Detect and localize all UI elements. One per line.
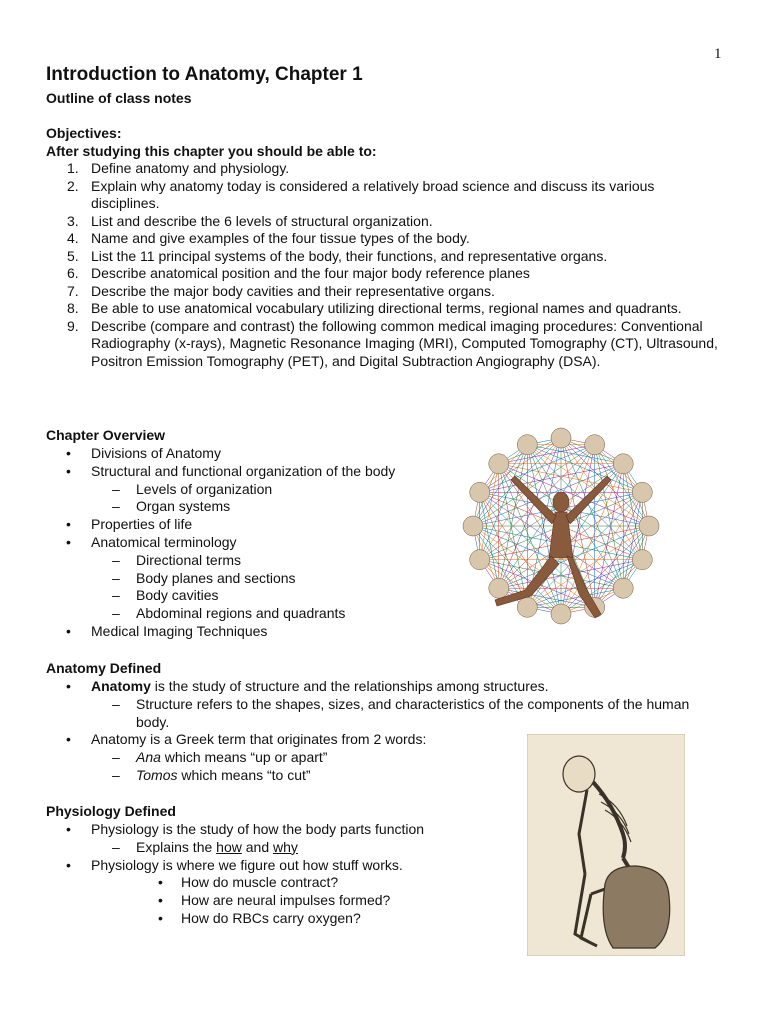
objective-item bbox=[46, 178, 726, 213]
list-item bbox=[46, 570, 456, 588]
objective-text: Name and give examples of the four tissue types of the body. bbox=[91, 230, 470, 246]
bullet-marker: • bbox=[66, 462, 71, 479]
objective-number: 3. bbox=[67, 212, 79, 229]
objective-number: 2. bbox=[67, 177, 79, 194]
dash-marker: – bbox=[112, 838, 120, 855]
bullet-marker: • bbox=[66, 533, 71, 550]
objective-item bbox=[46, 318, 726, 371]
dash-marker: – bbox=[112, 498, 120, 515]
question-text: How are neural impulses formed? bbox=[181, 892, 391, 909]
objective-item bbox=[46, 230, 726, 248]
organ-vignette bbox=[517, 435, 537, 455]
objective-number: 6. bbox=[67, 265, 79, 281]
rock-seat bbox=[603, 866, 670, 948]
list-item bbox=[46, 821, 516, 839]
list-item-text: Body planes and sections bbox=[136, 569, 296, 586]
physiology-where: Physiology is where we figure out how stuff works. bbox=[91, 856, 403, 873]
organ-vignette bbox=[632, 550, 652, 570]
objective-item bbox=[46, 248, 726, 266]
objective-text: Define anatomy and physiology. bbox=[91, 160, 290, 176]
list-item-text: Divisions of Anatomy bbox=[91, 445, 221, 461]
objectives-list bbox=[46, 160, 726, 370]
bullet-marker: • bbox=[66, 516, 71, 533]
greek-origin: Anatomy is a Greek term that originates from 2 words: bbox=[91, 731, 427, 748]
bullet-marker: • bbox=[158, 892, 163, 909]
bullet-marker: • bbox=[66, 622, 71, 639]
list-item bbox=[46, 605, 456, 623]
list-item bbox=[46, 534, 456, 552]
list-item bbox=[46, 516, 456, 534]
why-word: why bbox=[273, 838, 298, 855]
list-item bbox=[46, 892, 516, 910]
bullet-marker: • bbox=[158, 909, 163, 926]
physiology-defined-heading: Physiology Defined bbox=[46, 803, 176, 819]
objective-text: List the 11 principal systems of the body, their functions, and representative organs. bbox=[91, 247, 608, 264]
page-number: 1 bbox=[714, 46, 722, 62]
objective-number: 1. bbox=[67, 160, 79, 176]
objective-item bbox=[46, 300, 726, 318]
objective-text: Describe anatomical position and the four major body reference planes bbox=[91, 265, 530, 281]
organ-vignette bbox=[613, 454, 633, 474]
bullet-marker: • bbox=[66, 678, 71, 694]
list-item-text: Medical Imaging Techniques bbox=[91, 622, 268, 639]
organ-vignette bbox=[470, 482, 490, 502]
and-word: and bbox=[241, 838, 273, 855]
organ-vignette bbox=[463, 516, 483, 536]
skeleton-engraving bbox=[527, 734, 685, 956]
objectives-heading bbox=[46, 125, 377, 160]
organ-vignette bbox=[489, 454, 509, 474]
bullet-marker: • bbox=[158, 874, 163, 891]
explains-text: Explains the bbox=[136, 838, 217, 855]
list-item-text: Structural and functional organization of the body bbox=[91, 462, 396, 479]
objective-text: Be able to use anatomical vocabulary utilizing directional terms, regional names and quadrants. bbox=[91, 300, 682, 316]
objective-text: Describe the major body cavities and their representative organs. bbox=[91, 282, 495, 299]
bullet-marker: • bbox=[66, 445, 71, 461]
objective-text: List and describe the 6 levels of structural organization. bbox=[91, 212, 433, 229]
question-text: How do RBCs carry oxygen? bbox=[181, 909, 361, 926]
anatomy-defined-heading: Anatomy Defined bbox=[46, 660, 162, 676]
list-item bbox=[46, 623, 456, 641]
dash-marker: – bbox=[112, 551, 120, 568]
objective-item bbox=[46, 265, 726, 283]
bullet-marker: • bbox=[66, 856, 71, 873]
organ-vignette bbox=[639, 516, 659, 536]
objectives-title: Objectives: bbox=[46, 125, 122, 141]
list-item bbox=[46, 587, 456, 605]
organ-vignette bbox=[470, 550, 490, 570]
list-item bbox=[46, 857, 516, 875]
dash-marker: – bbox=[112, 587, 120, 604]
dash-marker: – bbox=[112, 695, 120, 712]
list-item bbox=[46, 678, 696, 696]
objective-text: Describe (compare and contrast) the following common medical imaging procedures: Conventional Radiography (x-rays), Magnetic Resonance Imaging (MRI), Computed Tomography (CT), Ultrasound, Positron Emission Tomography (PET), and Digital Subtraction Angiography (DSA). bbox=[91, 317, 718, 369]
list-item bbox=[46, 696, 696, 732]
list-item bbox=[46, 481, 456, 499]
list-item-text: Body cavities bbox=[136, 587, 219, 604]
list-item bbox=[46, 874, 516, 892]
list-item bbox=[46, 910, 516, 928]
dash-marker: – bbox=[112, 749, 120, 766]
tomos-meaning: which means “to cut” bbox=[177, 766, 311, 783]
list-item bbox=[46, 445, 456, 463]
list-item-text: Organ systems bbox=[136, 498, 231, 515]
objectives-intro: After studying this chapter you should be able to: bbox=[46, 142, 377, 159]
physiology-defined-list bbox=[46, 821, 516, 928]
anatomy-definition: is the study of structure and the relationships among structures. bbox=[150, 678, 549, 694]
bullet-marker: • bbox=[66, 821, 71, 837]
bullet-marker: • bbox=[66, 731, 71, 748]
how-word: how bbox=[216, 838, 242, 855]
dash-marker: – bbox=[112, 480, 120, 497]
list-item-text: Anatomical terminology bbox=[91, 533, 237, 550]
chapter-overview-heading: Chapter Overview bbox=[46, 427, 166, 443]
organ-vignette bbox=[613, 578, 633, 598]
organ-vignette bbox=[585, 435, 605, 455]
objective-number: 8. bbox=[67, 300, 79, 316]
organ-vignette bbox=[551, 428, 571, 448]
anatomy-term: Anatomy bbox=[91, 678, 151, 694]
objective-number: 9. bbox=[67, 317, 79, 334]
objective-text: Explain why anatomy today is considered a relatively broad science and discuss its various disciplines. bbox=[91, 177, 655, 211]
list-item bbox=[46, 839, 516, 857]
organ-vignette bbox=[551, 604, 571, 624]
dash-marker: – bbox=[112, 605, 120, 622]
organ-vignette bbox=[517, 597, 537, 617]
ana-term: Ana bbox=[136, 749, 161, 766]
list-item-text: Levels of organization bbox=[136, 480, 273, 497]
tomos-term: Tomos bbox=[136, 766, 178, 783]
structure-note: Structure refers to the shapes, sizes, and characteristics of the components of the human body. bbox=[136, 695, 690, 730]
physiology-definition: Physiology is the study of how the body parts function bbox=[91, 821, 425, 837]
objective-item bbox=[46, 213, 726, 231]
objective-item bbox=[46, 160, 726, 178]
objective-number: 7. bbox=[67, 282, 79, 299]
list-item-text: Abdominal regions and quadrants bbox=[136, 605, 346, 622]
organ-systems-illustration bbox=[455, 418, 667, 640]
chapter-overview-list bbox=[46, 445, 456, 641]
list-item bbox=[46, 463, 456, 481]
question-text: How do muscle contract? bbox=[181, 874, 339, 891]
page-title: Introduction to Anatomy, Chapter 1 bbox=[46, 64, 363, 85]
organ-vignette bbox=[489, 578, 509, 598]
objective-item bbox=[46, 283, 726, 301]
page-subtitle: Outline of class notes bbox=[46, 90, 192, 106]
list-item bbox=[46, 498, 456, 516]
organ-vignette bbox=[632, 482, 652, 502]
objective-number: 4. bbox=[67, 230, 79, 246]
dash-marker: – bbox=[112, 569, 120, 586]
list-item-text: Properties of life bbox=[91, 516, 193, 533]
list-item bbox=[46, 552, 456, 570]
objective-number: 5. bbox=[67, 247, 79, 264]
ana-meaning: which means “up or apart” bbox=[160, 749, 328, 766]
list-item-text: Directional terms bbox=[136, 551, 242, 568]
dash-marker: – bbox=[112, 766, 120, 783]
